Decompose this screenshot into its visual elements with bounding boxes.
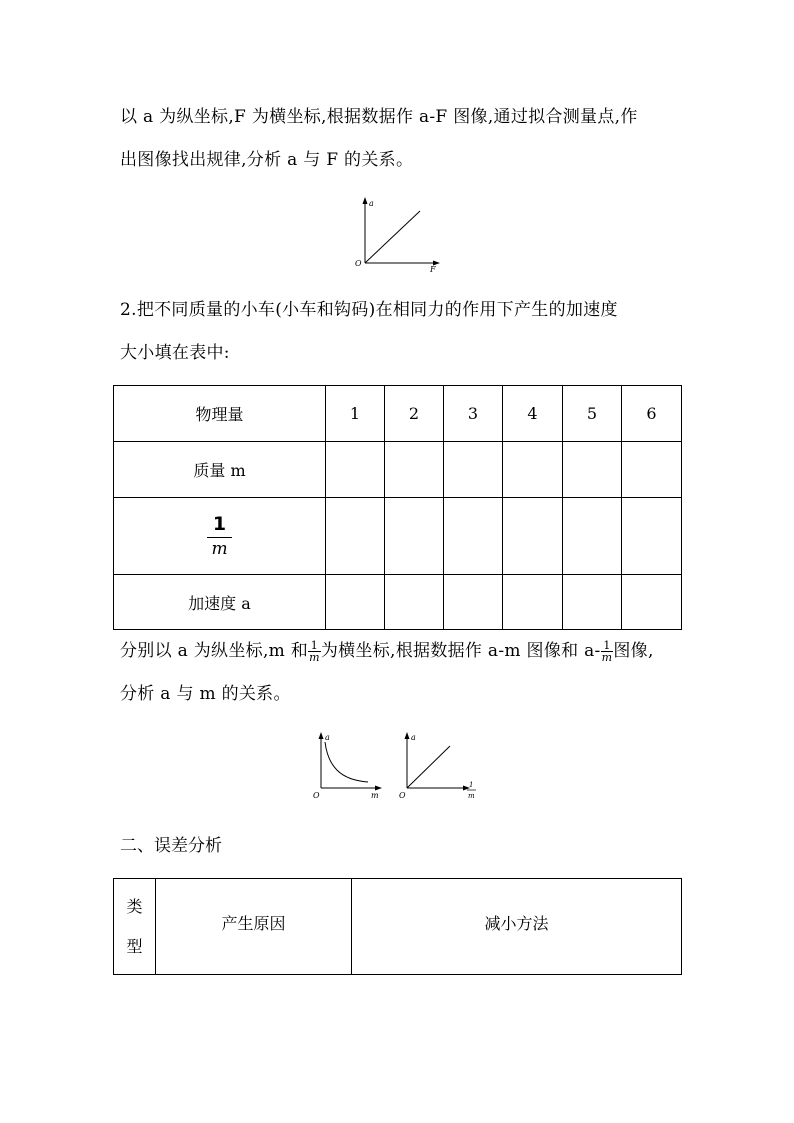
table-cell — [444, 498, 503, 575]
fraction-denominator: m — [309, 651, 320, 664]
paragraph-line — [120, 630, 690, 673]
y-axis-label: a — [411, 733, 416, 742]
text-segment: 分别以 a 为纵坐标,m 和 — [120, 641, 309, 661]
inline-fraction — [601, 640, 614, 663]
paragraph-line: 大小填在表中: — [120, 343, 230, 363]
table-cell — [622, 575, 682, 630]
table-cell — [563, 575, 622, 630]
table-cell — [385, 498, 444, 575]
table-row — [114, 442, 682, 498]
table-header-cell: 物理量 — [114, 386, 326, 442]
table-header-cell: 5 — [563, 386, 622, 442]
table-cell — [503, 498, 563, 575]
paragraph-line: 分析 a 与 m 的关系。 — [120, 684, 291, 704]
origin-label: O — [313, 791, 320, 800]
table-cell — [503, 442, 563, 498]
x-axis-label: m — [371, 791, 379, 800]
table-cell — [385, 442, 444, 498]
table-row — [114, 498, 682, 575]
inverse-mass-fraction — [207, 512, 231, 559]
table-cell — [503, 575, 563, 630]
row-label: 加速度 a — [114, 575, 326, 630]
table-cell — [622, 442, 682, 498]
table-header-cell — [114, 879, 156, 975]
fraction-numerator: 1 — [310, 639, 319, 652]
graph-a-vs-m — [308, 728, 388, 803]
table-header-row — [114, 386, 682, 442]
table-header-cell: 产生原因 — [156, 879, 352, 975]
text-segment: 图像, — [613, 641, 654, 661]
table-header-cell: 2 — [385, 386, 444, 442]
x-axis-label: F — [430, 265, 436, 274]
table-row — [114, 575, 682, 630]
origin-label: O — [399, 791, 406, 800]
table-header-cell: 1 — [326, 386, 385, 442]
table-cell — [563, 442, 622, 498]
table-cell — [563, 498, 622, 575]
table-header-cell: 6 — [622, 386, 682, 442]
paragraph-am-intro — [120, 630, 690, 716]
row-label — [114, 498, 326, 575]
y-axis-label: a — [325, 733, 330, 742]
fraction-numerator: 1 — [603, 639, 611, 652]
paragraph-line: 出图像找出规律,分析 a 与 F 的关系。 — [120, 150, 414, 170]
fraction-numerator: 1 — [212, 512, 227, 535]
fraction-denominator: m — [207, 537, 231, 558]
table-cell — [326, 575, 385, 630]
table-cell — [385, 575, 444, 630]
paragraph-mass-intro — [120, 289, 680, 375]
table-cell — [444, 442, 503, 498]
table-header-cell: 4 — [503, 386, 563, 442]
paragraph-line: 2.把不同质量的小车(小车和钩码)在相同力的作用下产生的加速度 — [120, 300, 618, 320]
table-cell — [326, 498, 385, 575]
paragraph-line: 以 a 为纵坐标,F 为横坐标,根据数据作 a-F 图像,通过拟合测量点,作 — [120, 107, 638, 127]
table-header-cell: 减小方法 — [352, 879, 682, 975]
table-header-cell: 3 — [444, 386, 503, 442]
origin-label: O — [355, 259, 362, 268]
inline-fraction — [308, 640, 321, 663]
table-cell — [622, 498, 682, 575]
type-header: 类型 — [126, 897, 143, 956]
section-title: 二、误差分析 — [120, 836, 222, 856]
table-cell — [326, 442, 385, 498]
fraction-denominator: m — [601, 651, 613, 664]
table-header-row — [114, 879, 682, 975]
text-segment: 为横坐标,根据数据作 a-m 图像和 a- — [320, 641, 601, 661]
row-label: 质量 m — [114, 442, 326, 498]
table-cell — [444, 575, 503, 630]
paragraph-af-intro — [120, 96, 680, 182]
x-axis-numerator: 1 — [469, 781, 474, 789]
graph-a-vs-f — [350, 195, 445, 275]
y-axis-label: a — [369, 199, 374, 208]
error-analysis-table — [113, 878, 682, 975]
x-axis-denominator: m — [468, 792, 475, 800]
data-table — [113, 385, 682, 630]
graph-a-vs-inverse-m — [394, 728, 484, 803]
